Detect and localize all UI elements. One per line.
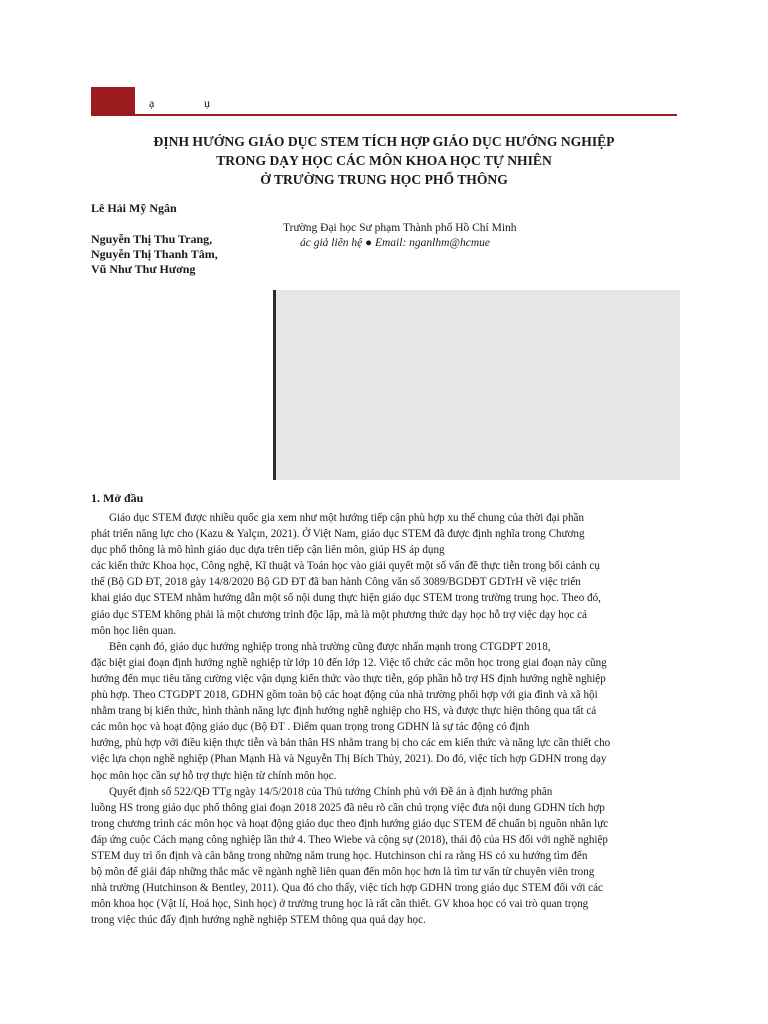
paper-title	[91, 132, 677, 189]
paragraph-line: các môn học và hoạt động giáo dục (Bộ ĐT . Điểm quan trọng trong GDHN là sự tác động có định	[91, 721, 530, 734]
paragraph-line: đặc biệt giai đoạn định hướng nghề nghiệp từ lớp 10 đến lớp 12. Việc tổ chức các môn học trong giai đoạn này cũng	[91, 656, 607, 669]
paragraph-line: phù hợp. Theo CTGDPT 2018, GDHN gồm toàn bộ các hoạt động của nhà trường phối hợp với gia đình và xã hội	[91, 689, 598, 702]
paragraph-line: Quyết định số 522/QĐ TTg ngày 14/5/2018 của Thủ tướng Chính phủ với Đề án à định hướng phân	[109, 785, 553, 798]
paragraph-line: hướng, phù hợp với điều kiện thực tiễn và bản thân HS nhằm trang bị cho các em kiến thức và năng lực cần thiết cho	[91, 737, 611, 750]
paragraph-line: dục phổ thông là mô hình giáo dục dựa trên tiếp cận liên môn, giúp HS áp dụng	[91, 544, 445, 557]
author-name: Lê Hải Mỹ Ngân	[91, 201, 177, 215]
paragraph-line: đáp ứng cuộc Cách mạng công nghiệp lần thứ 4. Theo Wiebe và cộng sự (2018), thái độ của HS đối với nghề nghiệp	[91, 833, 608, 846]
paragraph-line: Bên cạnh đó, giáo dục hướng nghiệp trong nhà trường cũng được nhấn mạnh trong CTGDPT 2018,	[109, 640, 551, 653]
author-name: Vũ Như Thư Hương	[91, 262, 196, 276]
section-heading: 1. Mở đầu	[91, 491, 144, 505]
paragraph-line: STEM duy trì ổn định và cân bằng trong những năm trung học. Hutchinson chỉ ra rằng HS có xu hướng tìm đến	[91, 849, 588, 862]
header-running-text: ụ	[204, 96, 210, 110]
paragraph-line: Giáo dục STEM được nhiều quốc gia xem như một hướng tiếp cận phù hợp xu thế chung của thời đại phần	[109, 512, 584, 524]
body-text	[91, 510, 677, 928]
title-line: ĐỊNH HƯỚNG GIÁO DỤC STEM TÍCH HỢP GIÁO DỤC HƯỚNG NGHIỆP	[153, 134, 615, 149]
paragraph-line: hướng đến mục tiêu tăng cường việc vận dụng kiến thức vào thực tiễn, góp phần hỗ trợ HS định hướng nghề nghiệp	[91, 672, 606, 685]
paragraph-line: các kiến thức Khoa học, Công nghệ, Kĩ thuật và Toán học vào giải quyết một số vấn đề thực tiễn trong bối cảnh cụ	[91, 560, 600, 573]
paragraph-line: việc lựa chọn nghề nghiệp (Phan Mạnh Hà và Nguyễn Thị Bích Thủy, 2021). Do đó, việc tích hợp GDHN trong dạy	[91, 753, 607, 766]
paragraph-line: nhằm trang bị kiến thức, hình thành năng lực định hướng nghề nghiệp cho HS, và được thực hiện thông qua tất cả	[91, 705, 597, 718]
paragraph-line: học môn học cần sự hỗ trợ thực hiện từ chính môn học.	[91, 769, 337, 782]
header-rule	[91, 114, 677, 116]
title-line: Ở TRƯỜNG TRUNG HỌC PHỔ THÔNG	[260, 172, 508, 187]
author-name: Nguyễn Thị Thanh Tâm,	[91, 247, 218, 261]
title-line: TRONG DẠY HỌC CÁC MÔN KHOA HỌC TỰ NHIÊN	[216, 153, 552, 168]
paragraph-line: môn học liên quan.	[91, 624, 177, 637]
paragraph-line: phát triển năng lực cho (Kazu & Yalçın, 2021). Ở Việt Nam, giáo dục STEM đã được định nghĩa trong Chương	[91, 528, 585, 541]
abstract-box	[273, 290, 680, 480]
paragraph-line: luồng HS trong giáo dục phổ thông giai đoạn 2018 2025 đã nêu rõ cần chú trọng việc đưa nội dung GDHN tích hợp	[91, 801, 605, 814]
paragraph-line: bộ môn để giải đáp những thắc mắc về ngành nghề liên quan đến môn học hơn là tìm tư vấn từ chuyên viên trong	[91, 866, 595, 879]
paragraph-line: thể (Bộ GD ĐT, 2018 gày 14/8/2020 Bộ GD ĐT đã ban hành Công văn số 3089/BGDĐT GDTrH về việc triển	[91, 576, 581, 589]
paragraph-line: nhà trường (Hutchinson & Bentley, 2011). Qua đó cho thấy, việc tích hợp GDHN trong giáo dục STEM đối với các	[91, 882, 603, 895]
affiliation-institution: Trường Đại học Sư phạm Thành phố Hồ Chí Minh	[283, 222, 517, 234]
paragraph-line: khai giáo dục STEM nhằm hướng dẫn một số nội dung thực hiện giáo dục STEM trong trường trung học. Theo đó,	[91, 592, 601, 605]
author-name: Nguyễn Thị Thu Trang,	[91, 232, 213, 246]
paragraph-line: giáo dục STEM không phải là một chương trình độc lập, mà là một phương thức dạy học hỗ trợ việc dạy học cá	[91, 608, 587, 621]
corresponding-author-email: ác giả liên hệ ● Email: nganlhm@hcmue	[300, 237, 490, 249]
header-running-text: ạ	[149, 96, 155, 110]
paragraph-line: môn khoa học (Vật lí, Hoá học, Sinh học) ở trường trung học là rất cần thiết. GV khoa học có vai trò quan trọng	[91, 898, 589, 911]
header-color-block	[91, 87, 135, 115]
paragraph-line: trong chương trình các môn học và hoạt động giáo dục theo định hướng giáo dục STEM để chuẩn bị nguồn nhân lực	[91, 817, 609, 830]
paragraph-line: trong việc thúc đẩy định hướng nghề nghiệp STEM thông qua quá dạy học.	[91, 914, 426, 927]
